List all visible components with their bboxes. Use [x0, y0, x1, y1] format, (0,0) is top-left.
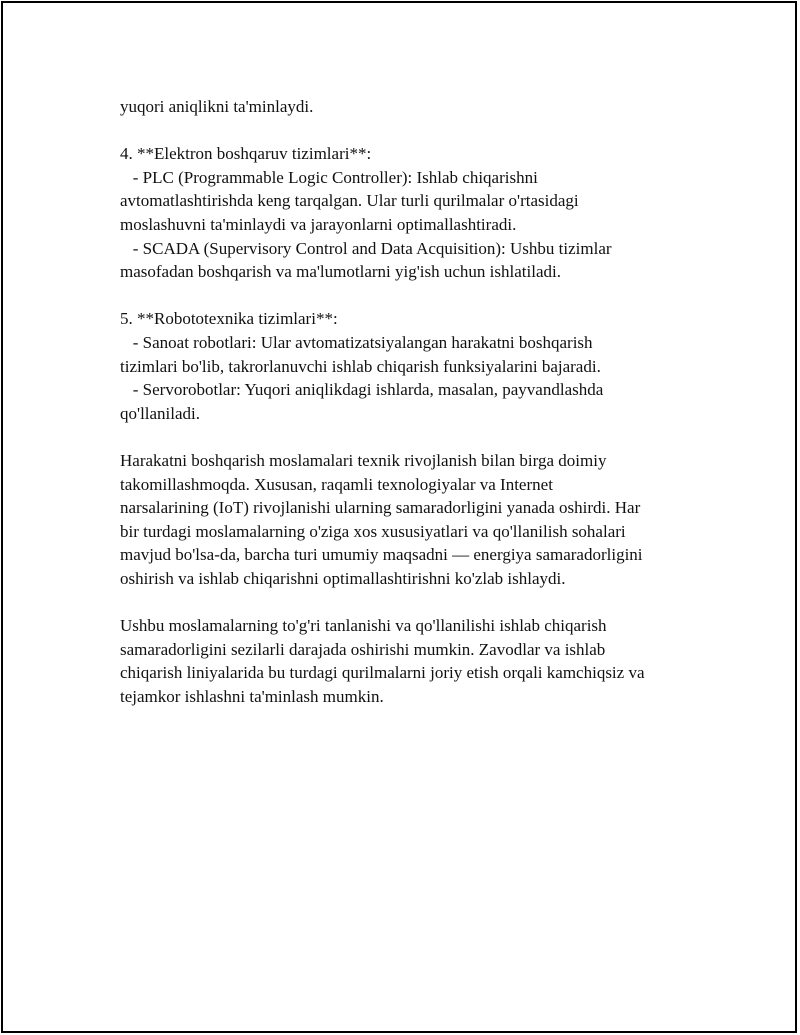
paragraph-line: chiqarish liniyalarida bu turdagi qurilmalarni joriy etish orqali kamchiqsiz va [120, 663, 645, 683]
text-line: avtomatlashtirishda keng tarqalgan. Ular turli qurilmalar o'rtasidagi [120, 191, 579, 211]
list-item: - SCADA (Supervisory Control and Data Acquisition): Ushbu tizimlar [120, 238, 612, 258]
text-line: qo'llaniladi. [120, 403, 201, 423]
list-item: - PLC (Programmable Logic Controller): Ishlab chiqarishni [120, 167, 538, 187]
document-body [120, 95, 700, 708]
paragraph-line: bir turdagi moslamalarning o'ziga xos xususiyatlari va qo'llanilish sohalari [120, 521, 626, 541]
blank-line [120, 425, 700, 449]
text-line: tizimlari bo'lib, takrorlanuvchi ishlab chiqarish funksiyalarini bajaradi. [120, 356, 601, 376]
paragraph-line: narsalarining (IoT) rivojlanishi ularning samaradorligini yanada oshirdi. Har [120, 498, 641, 518]
text-line: yuqori aniqlikni ta'minlaydi. [120, 97, 314, 116]
list-item: - Sanoat robotlari: Ular avtomatizatsiyalangan harakatni boshqarish [120, 332, 593, 352]
section-heading: 4. **Elektron boshqaruv tizimlari**: [120, 144, 372, 164]
paragraph-line: Harakatni boshqarish moslamalari texnik rivojlanish bilan birga doimiy [120, 450, 607, 470]
paragraph-line: mavjud bo'lsa-da, barcha turi umumiy maqsadni — energiya samaradorligini [120, 545, 643, 565]
blank-line [120, 119, 700, 143]
paragraph-line: samaradorligini sezilarli darajada oshirishi mumkin. Zavodlar va ishlab [120, 639, 606, 659]
paragraph-line: tejamkor ishlashni ta'minlash mumkin. [120, 686, 384, 706]
blank-line [120, 284, 700, 308]
paragraph-line: takomillashmoqda. Xususan, raqamli texnologiyalar va Internet [120, 474, 553, 494]
blank-line [120, 590, 700, 614]
paragraph-line: Ushbu moslamalarning to'g'ri tanlanishi va qo'llanilishi ishlab chiqarish [120, 616, 607, 636]
paragraph-line: oshirish va ishlab chiqarishni optimallashtirishni ko'zlab ishlaydi. [120, 568, 566, 588]
text-line: masofadan boshqarish va ma'lumotlarni yig'ish uchun ishlatiladi. [120, 262, 561, 282]
text-line: moslashuvni ta'minlaydi va jarayonlarni optimallashtiradi. [120, 214, 517, 234]
section-heading: 5. **Robototexnika tizimlari**: [120, 309, 338, 329]
document-page [1, 1, 797, 1033]
list-item: - Servorobotlar: Yuqori aniqlikdagi ishlarda, masalan, payvandlashda [120, 380, 604, 400]
